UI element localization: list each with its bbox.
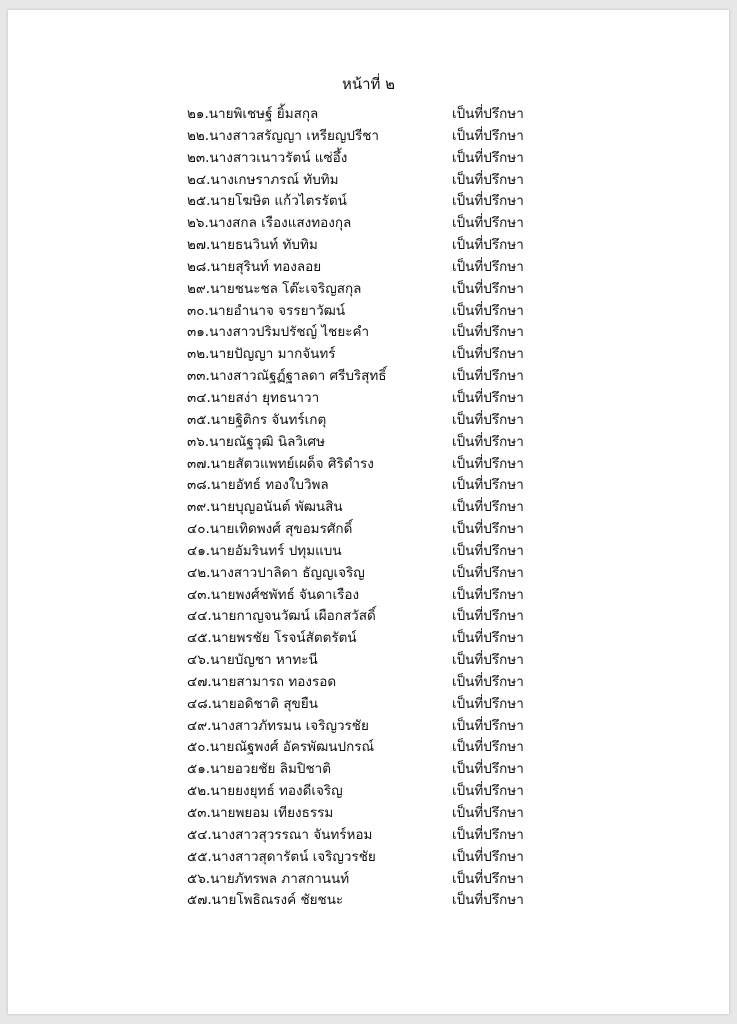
advisor-name: ๕๑.นายอวยชัย ลิมปิชาติ (187, 761, 332, 778)
advisor-name: ๓๓.นางสาวณัฐฏ์ฐาลดา ศรีบริสุทธิ์ (187, 368, 387, 385)
list-item (187, 803, 547, 825)
list-item (187, 737, 547, 759)
advisor-role: เป็นที่ปรึกษา (452, 783, 524, 800)
list-item (187, 148, 547, 170)
advisor-role: เป็นที่ปรึกษา (452, 848, 524, 865)
list-item (187, 541, 547, 563)
advisor-name: ๕๓.นายพยอม เทียงธรรม (187, 805, 334, 821)
list-item (187, 781, 547, 803)
advisor-role: เป็นที่ปรึกษา (452, 717, 524, 734)
advisor-role: เป็นที่ปรึกษา (452, 608, 524, 625)
advisor-role: เป็นที่ปรึกษา (452, 411, 524, 428)
advisor-role: เป็นที่ปรึกษา (452, 280, 524, 297)
list-item (187, 825, 547, 847)
advisor-role: เป็นที่ปรึกษา (452, 826, 524, 843)
advisor-role: เป็นที่ปรึกษา (452, 739, 524, 756)
advisor-role: เป็นที่ปรึกษา (452, 149, 524, 166)
advisor-role: เป็นที่ปรึกษา (452, 499, 524, 516)
advisor-role: เป็นที่ปรึกษา (452, 695, 524, 712)
list-item (187, 606, 547, 628)
advisor-name: ๕๕.นางสาวสุดารัตน์ เจริญวรชัย (187, 848, 376, 865)
advisor-role: เป็นที่ปรึกษา (452, 542, 524, 559)
advisor-role: เป็นที่ปรึกษา (452, 521, 524, 538)
advisor-role: เป็นที่ปรึกษา (452, 346, 524, 363)
advisor-name: ๔๕.นายพรชัย โรจน์สัตตรัตน์ (187, 630, 357, 647)
advisor-role: เป็นที่ปรึกษา (452, 805, 524, 821)
advisor-name: ๓๐.นายอำนาจ จรรยาวัฒน์ (187, 302, 346, 319)
advisor-name: ๒๗.นายธนวินท์ ทับทิม (187, 237, 318, 254)
advisor-name: ๕๐.นายณัฐพงศ์ อัครพัฒนปกรณ์ (187, 739, 375, 756)
advisor-name: ๔๘.นายอดิชาติ สุขยืน (187, 695, 318, 712)
advisor-role: เป็นที่ปรึกษา (452, 761, 524, 778)
advisor-name: ๔๐.นายเทิดพงศ์ สุขอมรศักดิ์ (187, 521, 353, 538)
advisor-role: เป็นที่ปรึกษา (452, 870, 524, 887)
list-item (187, 126, 547, 148)
advisor-name: ๔๔.นายกาญจนวัฒน์ เผือกสวัสดิ์ (187, 608, 376, 625)
advisor-name: ๒๒.นางสาวสรัญญา เหรียญปรีชา (187, 127, 379, 144)
list-item (187, 279, 547, 301)
advisor-role: เป็นที่ปรึกษา (452, 455, 524, 472)
advisor-name: ๕๒.นายยงยุทธ์ ทองดีเจริญ (187, 783, 343, 800)
advisor-name: ๔๗.นายสามารถ ทองรอด (187, 673, 337, 690)
list-item (187, 563, 547, 585)
advisor-name: ๒๘.นายสุรินท์ ทองลอย (187, 258, 322, 275)
advisor-role: เป็นที่ปรึกษา (452, 892, 524, 909)
advisor-role: เป็นที่ปรึกษา (452, 237, 524, 254)
advisor-name: ๒๙.นายชนะชล โต๊ะเจริญสกุล (187, 280, 362, 297)
advisor-role: เป็นที่ปรึกษา (452, 127, 524, 144)
advisor-role: เป็นที่ปรึกษา (452, 673, 524, 690)
list-item (187, 257, 547, 279)
advisor-name: ๔๖.นายบัญชา หาทะนี (187, 652, 318, 669)
advisor-role: เป็นที่ปรึกษา (452, 302, 524, 319)
list-item (187, 410, 547, 432)
advisor-role: เป็นที่ปรึกษา (452, 564, 524, 581)
advisor-name: ๒๕.นายโฆษิต แก้วไตรรัตน์ (187, 193, 347, 210)
list-item (187, 475, 547, 497)
list-item (187, 213, 547, 235)
list-item (187, 890, 547, 912)
list-item (187, 322, 547, 344)
advisor-role: เป็นที่ปรึกษา (452, 433, 524, 450)
advisor-name: ๓๕.นายฐิติกร จันทร์เกตุ (187, 411, 327, 428)
list-item (187, 432, 547, 454)
advisor-name: ๓๗.นายสัตวแพทย์เผด็จ ศิริดำรง (187, 455, 374, 472)
advisor-role: เป็นที่ปรึกษา (452, 368, 524, 385)
advisor-name: ๓๘.นายอัทธ์ ทองใบวิพล (187, 477, 329, 494)
list-item (187, 104, 547, 126)
list-item (187, 497, 547, 519)
advisor-name: ๒๖.นางสกล เรืองแสงทองกุล (187, 215, 352, 232)
list-item (187, 301, 547, 323)
list-item (187, 847, 547, 869)
advisor-name: ๔๓.นายพงศ์ชพัทธ์ จันดาเรือง (187, 586, 360, 603)
advisor-role: เป็นที่ปรึกษา (452, 586, 524, 603)
advisor-role: เป็นที่ปรึกษา (452, 324, 524, 341)
advisor-name: ๔๑.นายอัมรินทร์ ปทุมแบน (187, 542, 342, 559)
page-number-heading: หน้าที่ ๒ (341, 75, 396, 93)
advisor-role: เป็นที่ปรึกษา (452, 630, 524, 647)
list-item (187, 585, 547, 607)
advisor-name: ๒๑.นายพิเชษฐ์ ยิ้มสกุล (187, 106, 319, 122)
advisor-name: ๓๔.นายสง่า ยุทธนาวา (187, 389, 320, 406)
list-item (187, 759, 547, 781)
list-item (187, 388, 547, 410)
list-item (187, 366, 547, 388)
list-item (187, 235, 547, 257)
list-item (187, 344, 547, 366)
advisor-role: เป็นที่ปรึกษา (452, 215, 524, 232)
advisor-name: ๒๔.นางเกษราภรณ์ ทับทิม (187, 171, 339, 188)
advisor-name: ๕๖.นายภัทรพล ภาสกานนท์ (187, 870, 350, 887)
advisor-name: ๓๖.นายณัฐวุฒิ นิลวิเศษ (187, 433, 326, 450)
advisor-name: ๓๑.นางสาวปริมปรัชญ์ ไชยะคำ (187, 324, 370, 341)
advisor-name: ๕๔.นางสาวสุวรรณา จันทร์หอม (187, 826, 373, 843)
list-item (187, 694, 547, 716)
list-item (187, 869, 547, 891)
document-page (8, 10, 729, 1014)
list-item (187, 454, 547, 476)
advisor-list (187, 104, 547, 912)
advisor-name: ๓๒.นายปัญญา มากจันทร์ (187, 346, 336, 363)
advisor-name: ๔๙.นางสาวภัทรมน เจริญวรชัย (187, 717, 369, 734)
list-item (187, 191, 547, 213)
list-item (187, 170, 547, 192)
advisor-name: ๒๓.นางสาวเนาวรัตน์ แซ่อึ้ง (187, 149, 348, 166)
advisor-name: ๔๒.นางสาวปาลิดา ธัญญเจริญ (187, 564, 365, 581)
advisor-role: เป็นที่ปรึกษา (452, 193, 524, 210)
advisor-name: ๓๙.นายบุญอนันต์ พัฒนสิน (187, 499, 343, 516)
advisor-role: เป็นที่ปรึกษา (452, 106, 524, 122)
advisor-role: เป็นที่ปรึกษา (452, 258, 524, 275)
advisor-name: ๕๗.นายโพธิณรงค์ ชัยชนะ (187, 892, 344, 909)
advisor-role: เป็นที่ปรึกษา (452, 652, 524, 669)
list-item (187, 519, 547, 541)
advisor-role: เป็นที่ปรึกษา (452, 389, 524, 406)
list-item (187, 716, 547, 738)
advisor-role: เป็นที่ปรึกษา (452, 477, 524, 494)
list-item (187, 628, 547, 650)
list-item (187, 650, 547, 672)
list-item (187, 672, 547, 694)
advisor-role: เป็นที่ปรึกษา (452, 171, 524, 188)
